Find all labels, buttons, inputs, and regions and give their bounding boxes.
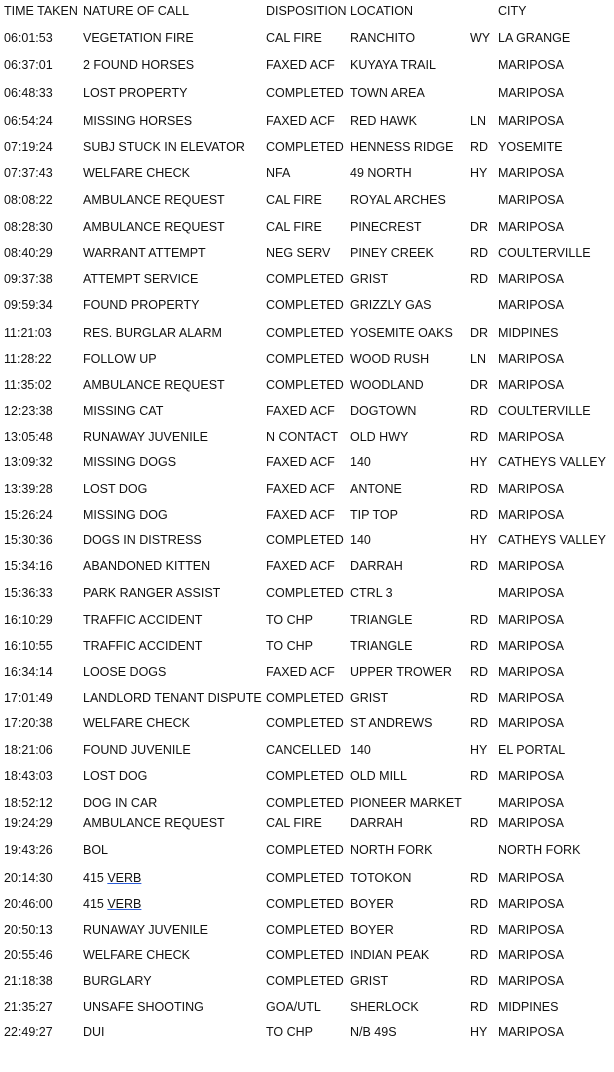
cell-location: YOSEMITE OAKS — [350, 326, 453, 340]
cell-nature-of-call: LOST DOG — [83, 482, 148, 496]
cell-city: MARIPOSA — [498, 114, 564, 128]
cell-city: COULTERVILLE — [498, 246, 591, 260]
cell-city: NORTH FORK — [498, 843, 581, 857]
cell-street-suffix: HY — [470, 166, 488, 180]
cell-time: 20:50:13 — [4, 923, 53, 937]
cell-time: 16:34:14 — [4, 665, 53, 679]
cell-time: 11:21:03 — [4, 326, 52, 340]
table-row — [0, 271, 614, 287]
cell-nature-of-call: WELFARE CHECK — [83, 716, 190, 730]
cell-nature-of-call: 2 FOUND HORSES — [83, 58, 195, 72]
cell-disposition: NEG SERV — [266, 246, 331, 260]
cell-disposition: FAXED ACF — [266, 665, 335, 679]
cell-nature-of-call: BOL — [83, 843, 109, 857]
cell-location: TOTOKON — [350, 871, 412, 885]
cell-time: 07:37:43 — [4, 166, 53, 180]
cell-nature-of-call: UNSAFE SHOOTING — [83, 1000, 204, 1014]
cell-city: MARIPOSA — [498, 298, 564, 312]
cell-time: 11:35:02 — [4, 378, 52, 392]
cell-disposition: N CONTACT — [266, 430, 338, 444]
cell-disposition: GOA/UTL — [266, 1000, 321, 1014]
cell-city: MARIPOSA — [498, 948, 564, 962]
cell-time: 15:26:24 — [4, 508, 53, 522]
table-row — [0, 558, 614, 574]
cell-city: COULTERVILLE — [498, 404, 591, 418]
cell-street-suffix: RD — [470, 639, 489, 653]
cell-location: GRIZZLY GAS — [350, 298, 432, 312]
table-row — [0, 219, 614, 235]
cell-street-suffix: RD — [470, 974, 489, 988]
cell-location: 49 NORTH — [350, 166, 412, 180]
cell-city: MARIPOSA — [498, 691, 564, 705]
cell-city: MARIPOSA — [498, 897, 564, 911]
cell-time: 18:52:12 — [4, 796, 53, 810]
cell-location: PINECREST — [350, 220, 422, 234]
cell-nature-of-call: MISSING DOGS — [83, 455, 177, 469]
cell-disposition: COMPLETED — [266, 716, 344, 730]
cell-time: 17:20:38 — [4, 716, 53, 730]
cell-location: OLD MILL — [350, 769, 407, 783]
cell-location: GRIST — [350, 974, 389, 988]
cell-disposition: FAXED ACF — [266, 404, 335, 418]
cell-street-suffix: RD — [470, 665, 489, 679]
cell-nature-of-call: AMBULANCE REQUEST — [83, 378, 225, 392]
header-nature-of-call: NATURE OF CALL — [83, 4, 190, 18]
table-row — [0, 245, 614, 261]
table-row — [0, 585, 614, 601]
table-row — [0, 947, 614, 963]
cell-disposition: COMPLETED — [266, 948, 344, 962]
cell-nature-of-call: LOST DOG — [83, 769, 148, 783]
cell-city: MIDPINES — [498, 326, 559, 340]
cell-street-suffix: RD — [470, 404, 489, 418]
table-row — [0, 403, 614, 419]
cell-location: NORTH FORK — [350, 843, 433, 857]
table-row — [0, 297, 614, 313]
cell-time: 13:09:32 — [4, 455, 53, 469]
cell-time: 15:36:33 — [4, 586, 53, 600]
table-row — [0, 842, 614, 858]
cell-location: 140 — [350, 455, 371, 469]
cell-location: TOWN AREA — [350, 86, 425, 100]
cell-street-suffix: RD — [470, 871, 489, 885]
cell-disposition: TO CHP — [266, 613, 313, 627]
cell-city: CATHEYS VALLEY — [498, 455, 606, 469]
header-city: CITY — [498, 4, 527, 18]
cell-street-suffix: RD — [470, 897, 489, 911]
cell-street-suffix: RD — [470, 816, 489, 830]
cell-city: CATHEYS VALLEY — [498, 533, 606, 547]
cell-street-suffix: RD — [470, 716, 489, 730]
cell-nature-of-call: TRAFFIC ACCIDENT — [83, 613, 203, 627]
header-disposition: DISPOSITION — [266, 4, 347, 18]
cell-location: RED HAWK — [350, 114, 417, 128]
header-time-taken: TIME TAKEN — [4, 4, 78, 18]
cell-location: BOYER — [350, 897, 394, 911]
cell-nature-of-call: ATTEMPT SERVICE — [83, 272, 199, 286]
table-row — [0, 742, 614, 758]
cell-location: UPPER TROWER — [350, 665, 452, 679]
cell-street-suffix: RD — [470, 769, 489, 783]
cell-street-suffix: LN — [470, 352, 486, 366]
table-row — [0, 85, 614, 101]
cell-disposition: FAXED ACF — [266, 114, 335, 128]
table-row — [0, 192, 614, 208]
cell-time: 13:05:48 — [4, 430, 53, 444]
cell-city: MARIPOSA — [498, 272, 564, 286]
cell-nature-of-call: RUNAWAY JUVENILE — [83, 430, 209, 444]
cell-disposition: COMPLETED — [266, 272, 344, 286]
cell-location: TRIANGLE — [350, 613, 413, 627]
cell-location: GRIST — [350, 691, 389, 705]
cell-time: 08:08:22 — [4, 193, 53, 207]
cell-city: YOSEMITE — [498, 140, 563, 154]
cell-location: ROYAL ARCHES — [350, 193, 446, 207]
cell-location: PIONEER MARKET — [350, 796, 462, 810]
cell-street-suffix: RD — [470, 246, 489, 260]
cell-disposition: CAL FIRE — [266, 816, 322, 830]
cell-street-suffix: RD — [470, 272, 489, 286]
cell-nature-of-call: WELFARE CHECK — [83, 948, 190, 962]
cell-time: 16:10:29 — [4, 613, 53, 627]
cell-time: 22:49:27 — [4, 1025, 53, 1039]
cell-street-suffix: HY — [470, 455, 488, 469]
cell-time: 18:43:03 — [4, 769, 53, 783]
cell-street-suffix: RD — [470, 140, 489, 154]
cell-location: ANTONE — [350, 482, 402, 496]
cell-time: 17:01:49 — [4, 691, 53, 705]
table-row — [0, 612, 614, 628]
cell-disposition: FAXED ACF — [266, 455, 335, 469]
cell-street-suffix: HY — [470, 1025, 488, 1039]
cell-nature-of-call — [83, 870, 141, 886]
cell-nature-of-call: LANDLORD TENANT DISPUTE — [83, 691, 262, 705]
cell-location: TRIANGLE — [350, 639, 413, 653]
cell-location: N/B 49S — [350, 1025, 397, 1039]
cell-nature-of-call: DOG IN CAR — [83, 796, 158, 810]
cell-city: MARIPOSA — [498, 871, 564, 885]
cell-city: MARIPOSA — [498, 352, 564, 366]
cell-location: DARRAH — [350, 559, 403, 573]
cell-disposition: COMPLETED — [266, 352, 344, 366]
cell-disposition: TO CHP — [266, 1025, 313, 1039]
table-row — [0, 351, 614, 367]
table-row — [0, 815, 614, 831]
cell-disposition: COMPLETED — [266, 897, 344, 911]
cell-location: KUYAYA TRAIL — [350, 58, 436, 72]
cell-location: OLD HWY — [350, 430, 409, 444]
cell-city: MARIPOSA — [498, 220, 564, 234]
table-row — [0, 139, 614, 155]
cell-location: WOODLAND — [350, 378, 424, 392]
cell-time: 08:28:30 — [4, 220, 53, 234]
cell-street-suffix: RD — [470, 691, 489, 705]
table-row — [0, 715, 614, 731]
cell-location: PINEY CREEK — [350, 246, 434, 260]
cell-location: WOOD RUSH — [350, 352, 430, 366]
cell-disposition: FAXED ACF — [266, 559, 335, 573]
cell-disposition: TO CHP — [266, 639, 313, 653]
table-row — [0, 922, 614, 938]
cell-time: 13:39:28 — [4, 482, 53, 496]
cell-disposition: CANCELLED — [266, 743, 342, 757]
cell-time: 21:35:27 — [4, 1000, 53, 1014]
header-location: LOCATION — [350, 4, 413, 18]
cell-time: 20:14:30 — [4, 871, 53, 885]
cell-time: 20:46:00 — [4, 897, 53, 911]
cell-city: MARIPOSA — [498, 816, 564, 830]
cell-disposition: NFA — [266, 166, 291, 180]
cell-nature-of-call: LOOSE DOGS — [83, 665, 167, 679]
cell-city: MARIPOSA — [498, 508, 564, 522]
table-header — [0, 3, 614, 19]
cell-street-suffix: RD — [470, 948, 489, 962]
cell-nature-of-call: AMBULANCE REQUEST — [83, 816, 225, 830]
cell-nature-of-call: AMBULANCE REQUEST — [83, 220, 225, 234]
table-row — [0, 999, 614, 1015]
cell-disposition: COMPLETED — [266, 140, 344, 154]
table-row — [0, 481, 614, 497]
cell-location: DARRAH — [350, 816, 403, 830]
table-row — [0, 973, 614, 989]
cell-city: MARIPOSA — [498, 613, 564, 627]
cell-city: MARIPOSA — [498, 86, 564, 100]
cell-nature-of-call: DOGS IN DISTRESS — [83, 533, 202, 547]
cell-nature-of-call: SUBJ STUCK IN ELEVATOR — [83, 140, 245, 154]
cell-disposition: COMPLETED — [266, 586, 344, 600]
cell-street-suffix: LN — [470, 114, 486, 128]
cell-street-suffix: RD — [470, 559, 489, 573]
cell-disposition: COMPLETED — [266, 796, 344, 810]
cell-location: TIP TOP — [350, 508, 398, 522]
cell-city: MARIPOSA — [498, 166, 564, 180]
cell-street-suffix: RD — [470, 613, 489, 627]
cell-street-suffix: DR — [470, 220, 489, 234]
cell-nature-of-call: WELFARE CHECK — [83, 166, 190, 180]
table-row — [0, 429, 614, 445]
cell-time: 09:59:34 — [4, 298, 53, 312]
cell-location: ST ANDREWS — [350, 716, 433, 730]
cell-location: 140 — [350, 743, 371, 757]
cell-nature-of-call: WARRANT ATTEMPT — [83, 246, 206, 260]
cell-city: MARIPOSA — [498, 923, 564, 937]
cell-city: MARIPOSA — [498, 430, 564, 444]
cell-nature-of-call: DUI — [83, 1025, 105, 1039]
cell-city: MARIPOSA — [498, 482, 564, 496]
cell-disposition: COMPLETED — [266, 86, 344, 100]
cell-city: MARIPOSA — [498, 974, 564, 988]
cell-city: MARIPOSA — [498, 586, 564, 600]
cell-location: BOYER — [350, 923, 394, 937]
table-row — [0, 768, 614, 784]
table-row — [0, 377, 614, 393]
table-row — [0, 30, 614, 46]
cell-nature-of-call: RUNAWAY JUVENILE — [83, 923, 209, 937]
cell-street-suffix: DR — [470, 378, 489, 392]
table-row — [0, 165, 614, 181]
cell-time: 06:48:33 — [4, 86, 53, 100]
cell-disposition: CAL FIRE — [266, 220, 322, 234]
cell-nature-of-call: ABANDONED KITTEN — [83, 559, 211, 573]
nature-text: 415 — [83, 897, 108, 911]
cell-time: 18:21:06 — [4, 743, 53, 757]
cell-time: 12:23:38 — [4, 404, 53, 418]
cell-location: INDIAN PEAK — [350, 948, 430, 962]
cell-nature-of-call: BURGLARY — [83, 974, 152, 988]
cell-city: MARIPOSA — [498, 378, 564, 392]
cell-time: 21:18:38 — [4, 974, 53, 988]
table-row — [0, 870, 614, 886]
cell-disposition: COMPLETED — [266, 871, 344, 885]
cell-disposition: FAXED ACF — [266, 482, 335, 496]
cell-disposition: COMPLETED — [266, 923, 344, 937]
table-row — [0, 690, 614, 706]
nature-underlined-text: VERB — [107, 897, 142, 911]
cell-nature-of-call: MISSING DOG — [83, 508, 168, 522]
cell-disposition: COMPLETED — [266, 298, 344, 312]
cell-time: 15:30:36 — [4, 533, 53, 547]
cell-nature-of-call: RES. BURGLAR ALARM — [83, 326, 222, 340]
cell-location: 140 — [350, 533, 371, 547]
cell-location: GRIST — [350, 272, 389, 286]
cell-time: 06:54:24 — [4, 114, 53, 128]
cell-city: MARIPOSA — [498, 769, 564, 783]
table-row — [0, 507, 614, 523]
cell-nature-of-call: MISSING CAT — [83, 404, 164, 418]
cell-city: EL PORTAL — [498, 743, 566, 757]
cell-disposition: FAXED ACF — [266, 58, 335, 72]
cell-nature-of-call: LOST PROPERTY — [83, 86, 188, 100]
table-row — [0, 664, 614, 680]
cell-nature-of-call: AMBULANCE REQUEST — [83, 193, 225, 207]
cell-city: MARIPOSA — [498, 193, 564, 207]
cell-time: 19:43:26 — [4, 843, 53, 857]
cell-city: MIDPINES — [498, 1000, 559, 1014]
cell-location: DOGTOWN — [350, 404, 417, 418]
cell-city: MARIPOSA — [498, 716, 564, 730]
cell-city: MARIPOSA — [498, 58, 564, 72]
cell-disposition: COMPLETED — [266, 843, 344, 857]
cell-disposition: COMPLETED — [266, 533, 344, 547]
cell-city: MARIPOSA — [498, 639, 564, 653]
cell-street-suffix: DR — [470, 326, 489, 340]
cell-location: HENNESS RIDGE — [350, 140, 454, 154]
cell-disposition: COMPLETED — [266, 378, 344, 392]
cell-time: 20:55:46 — [4, 948, 53, 962]
cell-nature-of-call: FOUND JUVENILE — [83, 743, 191, 757]
nature-text: 415 — [83, 871, 108, 885]
cell-location: SHERLOCK — [350, 1000, 419, 1014]
cell-time: 15:34:16 — [4, 559, 53, 573]
table-row — [0, 113, 614, 129]
cell-time: 06:01:53 — [4, 31, 53, 45]
nature-underlined-text: VERB — [107, 871, 142, 885]
cell-street-suffix: RD — [470, 1000, 489, 1014]
cell-street-suffix: RD — [470, 923, 489, 937]
cell-disposition: COMPLETED — [266, 769, 344, 783]
cell-disposition: FAXED ACF — [266, 508, 335, 522]
cell-time: 19:24:29 — [4, 816, 53, 830]
cell-location: RANCHITO — [350, 31, 416, 45]
cell-nature-of-call: FOLLOW UP — [83, 352, 157, 366]
cell-street-suffix: WY — [470, 31, 491, 45]
cell-time: 08:40:29 — [4, 246, 53, 260]
cell-city: MARIPOSA — [498, 1025, 564, 1039]
cell-disposition: COMPLETED — [266, 974, 344, 988]
cell-nature-of-call: MISSING HORSES — [83, 114, 193, 128]
cell-time: 06:37:01 — [4, 58, 53, 72]
cell-time: 07:19:24 — [4, 140, 53, 154]
cell-city: MARIPOSA — [498, 796, 564, 810]
cell-street-suffix: RD — [470, 430, 489, 444]
cell-street-suffix: RD — [470, 508, 489, 522]
cell-nature-of-call: VEGETATION FIRE — [83, 31, 194, 45]
cell-street-suffix: HY — [470, 533, 488, 547]
cell-nature-of-call: FOUND PROPERTY — [83, 298, 200, 312]
cell-time: 11:28:22 — [4, 352, 52, 366]
table-row — [0, 795, 614, 811]
table-row — [0, 532, 614, 548]
table-row — [0, 1024, 614, 1040]
cell-nature-of-call: PARK RANGER ASSIST — [83, 586, 221, 600]
cell-time: 09:37:38 — [4, 272, 53, 286]
cell-disposition: COMPLETED — [266, 326, 344, 340]
cell-city: MARIPOSA — [498, 665, 564, 679]
cell-time: 16:10:55 — [4, 639, 53, 653]
table-row — [0, 638, 614, 654]
table-row — [0, 454, 614, 470]
cell-street-suffix: RD — [470, 482, 489, 496]
cell-disposition: CAL FIRE — [266, 31, 322, 45]
cell-nature-of-call — [83, 896, 141, 912]
cell-location: CTRL 3 — [350, 586, 393, 600]
cell-street-suffix: HY — [470, 743, 488, 757]
cell-disposition: COMPLETED — [266, 691, 344, 705]
table-row — [0, 325, 614, 341]
table-row — [0, 896, 614, 912]
cell-nature-of-call: TRAFFIC ACCIDENT — [83, 639, 203, 653]
table-row — [0, 57, 614, 73]
cell-disposition: CAL FIRE — [266, 193, 322, 207]
cell-city: LA GRANGE — [498, 31, 571, 45]
cell-city: MARIPOSA — [498, 559, 564, 573]
